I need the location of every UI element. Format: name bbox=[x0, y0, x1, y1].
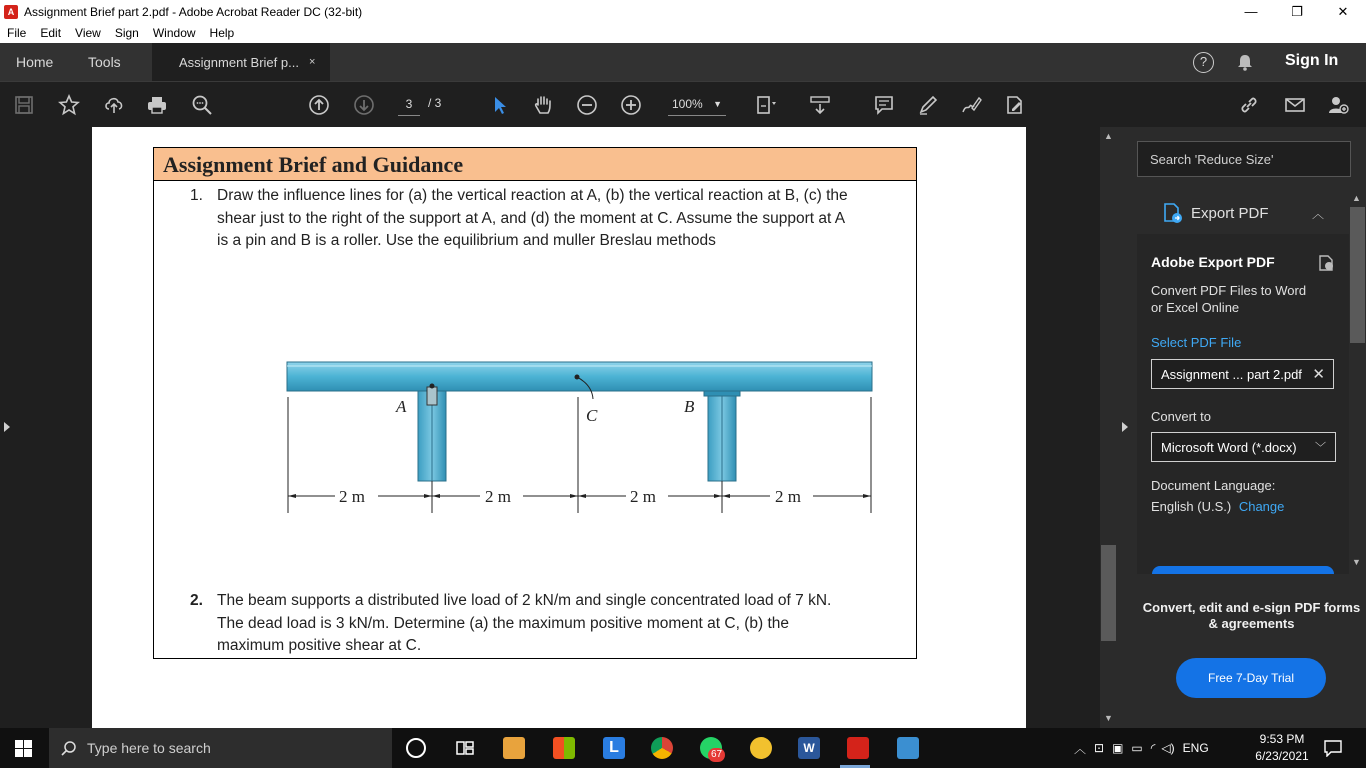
left-panel-toggle-icon[interactable] bbox=[4, 422, 10, 432]
tray-network-icon[interactable]: ▣ bbox=[1112, 741, 1124, 755]
question-2-text bbox=[217, 590, 907, 658]
page-number-input[interactable]: 3 bbox=[398, 94, 420, 116]
export-pdf-header[interactable] bbox=[1137, 192, 1349, 234]
question-1-line-3: is a pin and B is a roller. Use the equilibrium and muller Breslau methods bbox=[217, 232, 716, 249]
zoom-out-icon[interactable] bbox=[573, 91, 601, 119]
task-view-icon[interactable] bbox=[455, 738, 475, 758]
chevron-down-icon: ▼ bbox=[713, 99, 722, 109]
pane-scrollbar[interactable] bbox=[1349, 193, 1366, 567]
tab-document[interactable] bbox=[152, 43, 330, 81]
clock-date: 6/23/2021 bbox=[1255, 749, 1309, 763]
selected-file-name: Assignment ... part 2.pdf bbox=[1161, 367, 1302, 382]
help-icon[interactable]: ? bbox=[1193, 52, 1214, 73]
bookmark-star-icon[interactable] bbox=[55, 91, 83, 119]
taskbar-search-box[interactable] bbox=[49, 728, 392, 768]
question-2-line-3: maximum positive shear at C. bbox=[217, 637, 422, 654]
question-1-number: 1. bbox=[190, 187, 203, 204]
taskbar-search-icon bbox=[61, 740, 77, 756]
close-window-button[interactable]: ✕ bbox=[1337, 3, 1349, 19]
menu-window[interactable]: Window bbox=[152, 26, 196, 40]
document-scrollbar[interactable] bbox=[1100, 127, 1117, 728]
language-indicator[interactable]: ENG bbox=[1182, 741, 1209, 755]
document-language-row bbox=[1151, 499, 1284, 514]
window-titlebar bbox=[0, 0, 1366, 23]
label-b: B bbox=[684, 397, 695, 416]
zoom-level-select[interactable] bbox=[668, 94, 726, 116]
tools-search-input[interactable]: Search 'Reduce Size' bbox=[1137, 141, 1351, 177]
windows-taskbar bbox=[0, 728, 1366, 768]
support-column-b bbox=[704, 391, 740, 481]
tab-bar bbox=[0, 43, 1366, 81]
menu-bar bbox=[0, 23, 1366, 43]
battery-icon[interactable]: ▭ bbox=[1131, 741, 1143, 755]
cortana-icon[interactable] bbox=[406, 738, 426, 758]
beam-figure bbox=[280, 355, 880, 520]
add-user-icon[interactable] bbox=[1324, 91, 1352, 119]
format-chevron-down-icon: ﹀ bbox=[1315, 442, 1326, 454]
file-explorer-icon[interactable] bbox=[503, 737, 525, 759]
wifi-icon[interactable]: ◜ bbox=[1150, 741, 1156, 755]
menu-file[interactable]: File bbox=[7, 26, 27, 40]
scroll-down-icon[interactable]: ▼ bbox=[1104, 713, 1113, 723]
next-page-icon[interactable] bbox=[350, 91, 378, 119]
pane-scroll-up-icon[interactable]: ▲ bbox=[1352, 193, 1361, 203]
menu-sign[interactable]: Sign bbox=[114, 26, 139, 40]
previous-page-icon[interactable] bbox=[305, 91, 333, 119]
hand-tool-icon[interactable] bbox=[529, 91, 557, 119]
word-icon[interactable]: W bbox=[798, 737, 820, 759]
change-language-link[interactable]: Change bbox=[1238, 499, 1285, 514]
pane-scroll-down-icon[interactable]: ▼ bbox=[1352, 557, 1361, 567]
volume-icon[interactable]: ◁) bbox=[1161, 741, 1175, 755]
dimension-4: 2 m bbox=[775, 487, 801, 506]
l-app-icon[interactable]: L bbox=[603, 737, 625, 759]
document-language-label: Document Language: bbox=[1151, 478, 1276, 493]
chevron-up-icon[interactable]: ︿ bbox=[1312, 206, 1325, 221]
tab-document-label: Assignment Brief p... bbox=[179, 54, 299, 70]
remove-file-icon[interactable]: ✕ bbox=[1312, 366, 1325, 383]
scroll-up-icon[interactable]: ▲ bbox=[1104, 131, 1113, 141]
minimize-button[interactable]: — bbox=[1244, 4, 1258, 19]
windows-start-icon[interactable] bbox=[15, 740, 32, 757]
support-column-a bbox=[418, 384, 446, 482]
save-icon[interactable] bbox=[10, 91, 38, 119]
tab-close-icon[interactable]: × bbox=[308, 56, 316, 68]
select-pdf-file-link[interactable]: Select PDF File bbox=[1151, 335, 1242, 350]
notification-bell-icon[interactable] bbox=[1236, 53, 1254, 71]
collapse-pane-icon[interactable] bbox=[1122, 422, 1128, 432]
edit-pdf-icon[interactable] bbox=[1000, 91, 1028, 119]
highlight-pen-icon[interactable] bbox=[914, 91, 942, 119]
comment-icon[interactable] bbox=[870, 91, 898, 119]
page-fit-icon[interactable] bbox=[752, 91, 780, 119]
menu-edit[interactable]: Edit bbox=[40, 26, 62, 40]
page-total: / 3 bbox=[428, 96, 442, 110]
restore-button[interactable]: ❐ bbox=[1291, 3, 1303, 19]
main-toolbar bbox=[0, 81, 1366, 127]
selected-file-field[interactable] bbox=[1151, 359, 1334, 389]
menu-view[interactable]: View bbox=[75, 26, 101, 40]
select-cursor-icon[interactable] bbox=[486, 91, 514, 119]
clock-time: 9:53 PM bbox=[1259, 732, 1305, 746]
question-1-line-2: shear just to the right of the support at A, and (d) the moment at C. Assume the support at A bbox=[217, 209, 846, 227]
scrollbar-thumb[interactable] bbox=[1101, 545, 1116, 641]
print-icon[interactable] bbox=[143, 91, 171, 119]
window-title: Assignment Brief part 2.pdf - Adobe Acrobat Reader DC (32-bit) bbox=[24, 4, 363, 19]
zoom-search-icon[interactable] bbox=[188, 91, 216, 119]
export-pdf-icon bbox=[1161, 202, 1183, 224]
export-pdf-title: Export PDF bbox=[1191, 204, 1269, 222]
assignment-heading: Assignment Brief and Guidance bbox=[154, 148, 916, 181]
acrobat-taskbar-icon[interactable] bbox=[847, 737, 869, 759]
share-link-icon[interactable] bbox=[1235, 91, 1263, 119]
dimension-2: 2 m bbox=[485, 487, 511, 506]
document-language-value: English (U.S.) bbox=[1151, 499, 1232, 514]
checkmark-app-icon[interactable] bbox=[750, 737, 772, 759]
system-tray bbox=[1074, 728, 1209, 768]
menu-help[interactable]: Help bbox=[209, 26, 235, 40]
whatsapp-badge: 67 bbox=[708, 748, 725, 762]
email-icon[interactable] bbox=[1281, 91, 1309, 119]
sign-in-button[interactable]: Sign In bbox=[1285, 52, 1339, 69]
convert-format-value: Microsoft Word (*.docx) bbox=[1161, 440, 1297, 455]
taskbar-search-placeholder: Type here to search bbox=[87, 740, 211, 756]
question-2-number: 2. bbox=[190, 592, 203, 609]
zoom-level-value: 100% bbox=[672, 97, 703, 111]
free-trial-button[interactable]: Free 7-Day Trial bbox=[1176, 658, 1326, 698]
dimension-1: 2 m bbox=[339, 487, 365, 506]
dimension-3: 2 m bbox=[630, 487, 656, 506]
label-c: C bbox=[586, 406, 598, 425]
pane-scrollbar-thumb[interactable] bbox=[1350, 207, 1365, 343]
tray-app-icon[interactable]: ⊡ bbox=[1094, 741, 1105, 755]
clock[interactable] bbox=[1252, 731, 1312, 765]
fill-sign-icon[interactable] bbox=[957, 91, 985, 119]
chrome-icon[interactable] bbox=[651, 737, 673, 759]
adobe-export-pdf-title: Adobe Export PDF bbox=[1151, 254, 1275, 270]
export-pdf-description: Convert PDF Files to Word or Excel Online bbox=[1151, 283, 1307, 315]
acrobat-logo-icon bbox=[1317, 254, 1335, 272]
scrolling-mode-icon[interactable] bbox=[806, 91, 834, 119]
share-upload-icon[interactable] bbox=[100, 91, 128, 119]
convert-to-label: Convert to bbox=[1151, 409, 1211, 424]
zoom-in-icon[interactable] bbox=[617, 91, 645, 119]
question-2-line-1: The beam supports a distributed live load of 2 kN/m and single concentrated load of 7 kN. bbox=[217, 592, 832, 609]
photos-icon[interactable] bbox=[897, 737, 919, 759]
notifications-icon[interactable] bbox=[1324, 740, 1342, 757]
tab-tools[interactable]: Tools bbox=[88, 54, 121, 70]
microsoft-store-icon[interactable] bbox=[553, 737, 575, 759]
label-a: A bbox=[396, 397, 407, 416]
promo-text: Convert, edit and e-sign PDF forms & agreements bbox=[1142, 600, 1361, 631]
question-1-line-1: Draw the influence lines for (a) the vertical reaction at A, (b) the vertical reaction at B, (c) the bbox=[217, 187, 848, 204]
question-1-text bbox=[217, 185, 917, 253]
convert-format-select[interactable] bbox=[1151, 432, 1336, 462]
tray-expand-icon[interactable]: ︿ bbox=[1074, 741, 1087, 756]
acrobat-app-icon: A bbox=[4, 5, 18, 19]
question-2-line-2: The dead load is 3 kN/m. Determine (a) the maximum positive moment at C, (b) the bbox=[217, 614, 789, 632]
convert-button-partial[interactable] bbox=[1152, 566, 1334, 574]
tab-home[interactable]: Home bbox=[16, 54, 54, 70]
